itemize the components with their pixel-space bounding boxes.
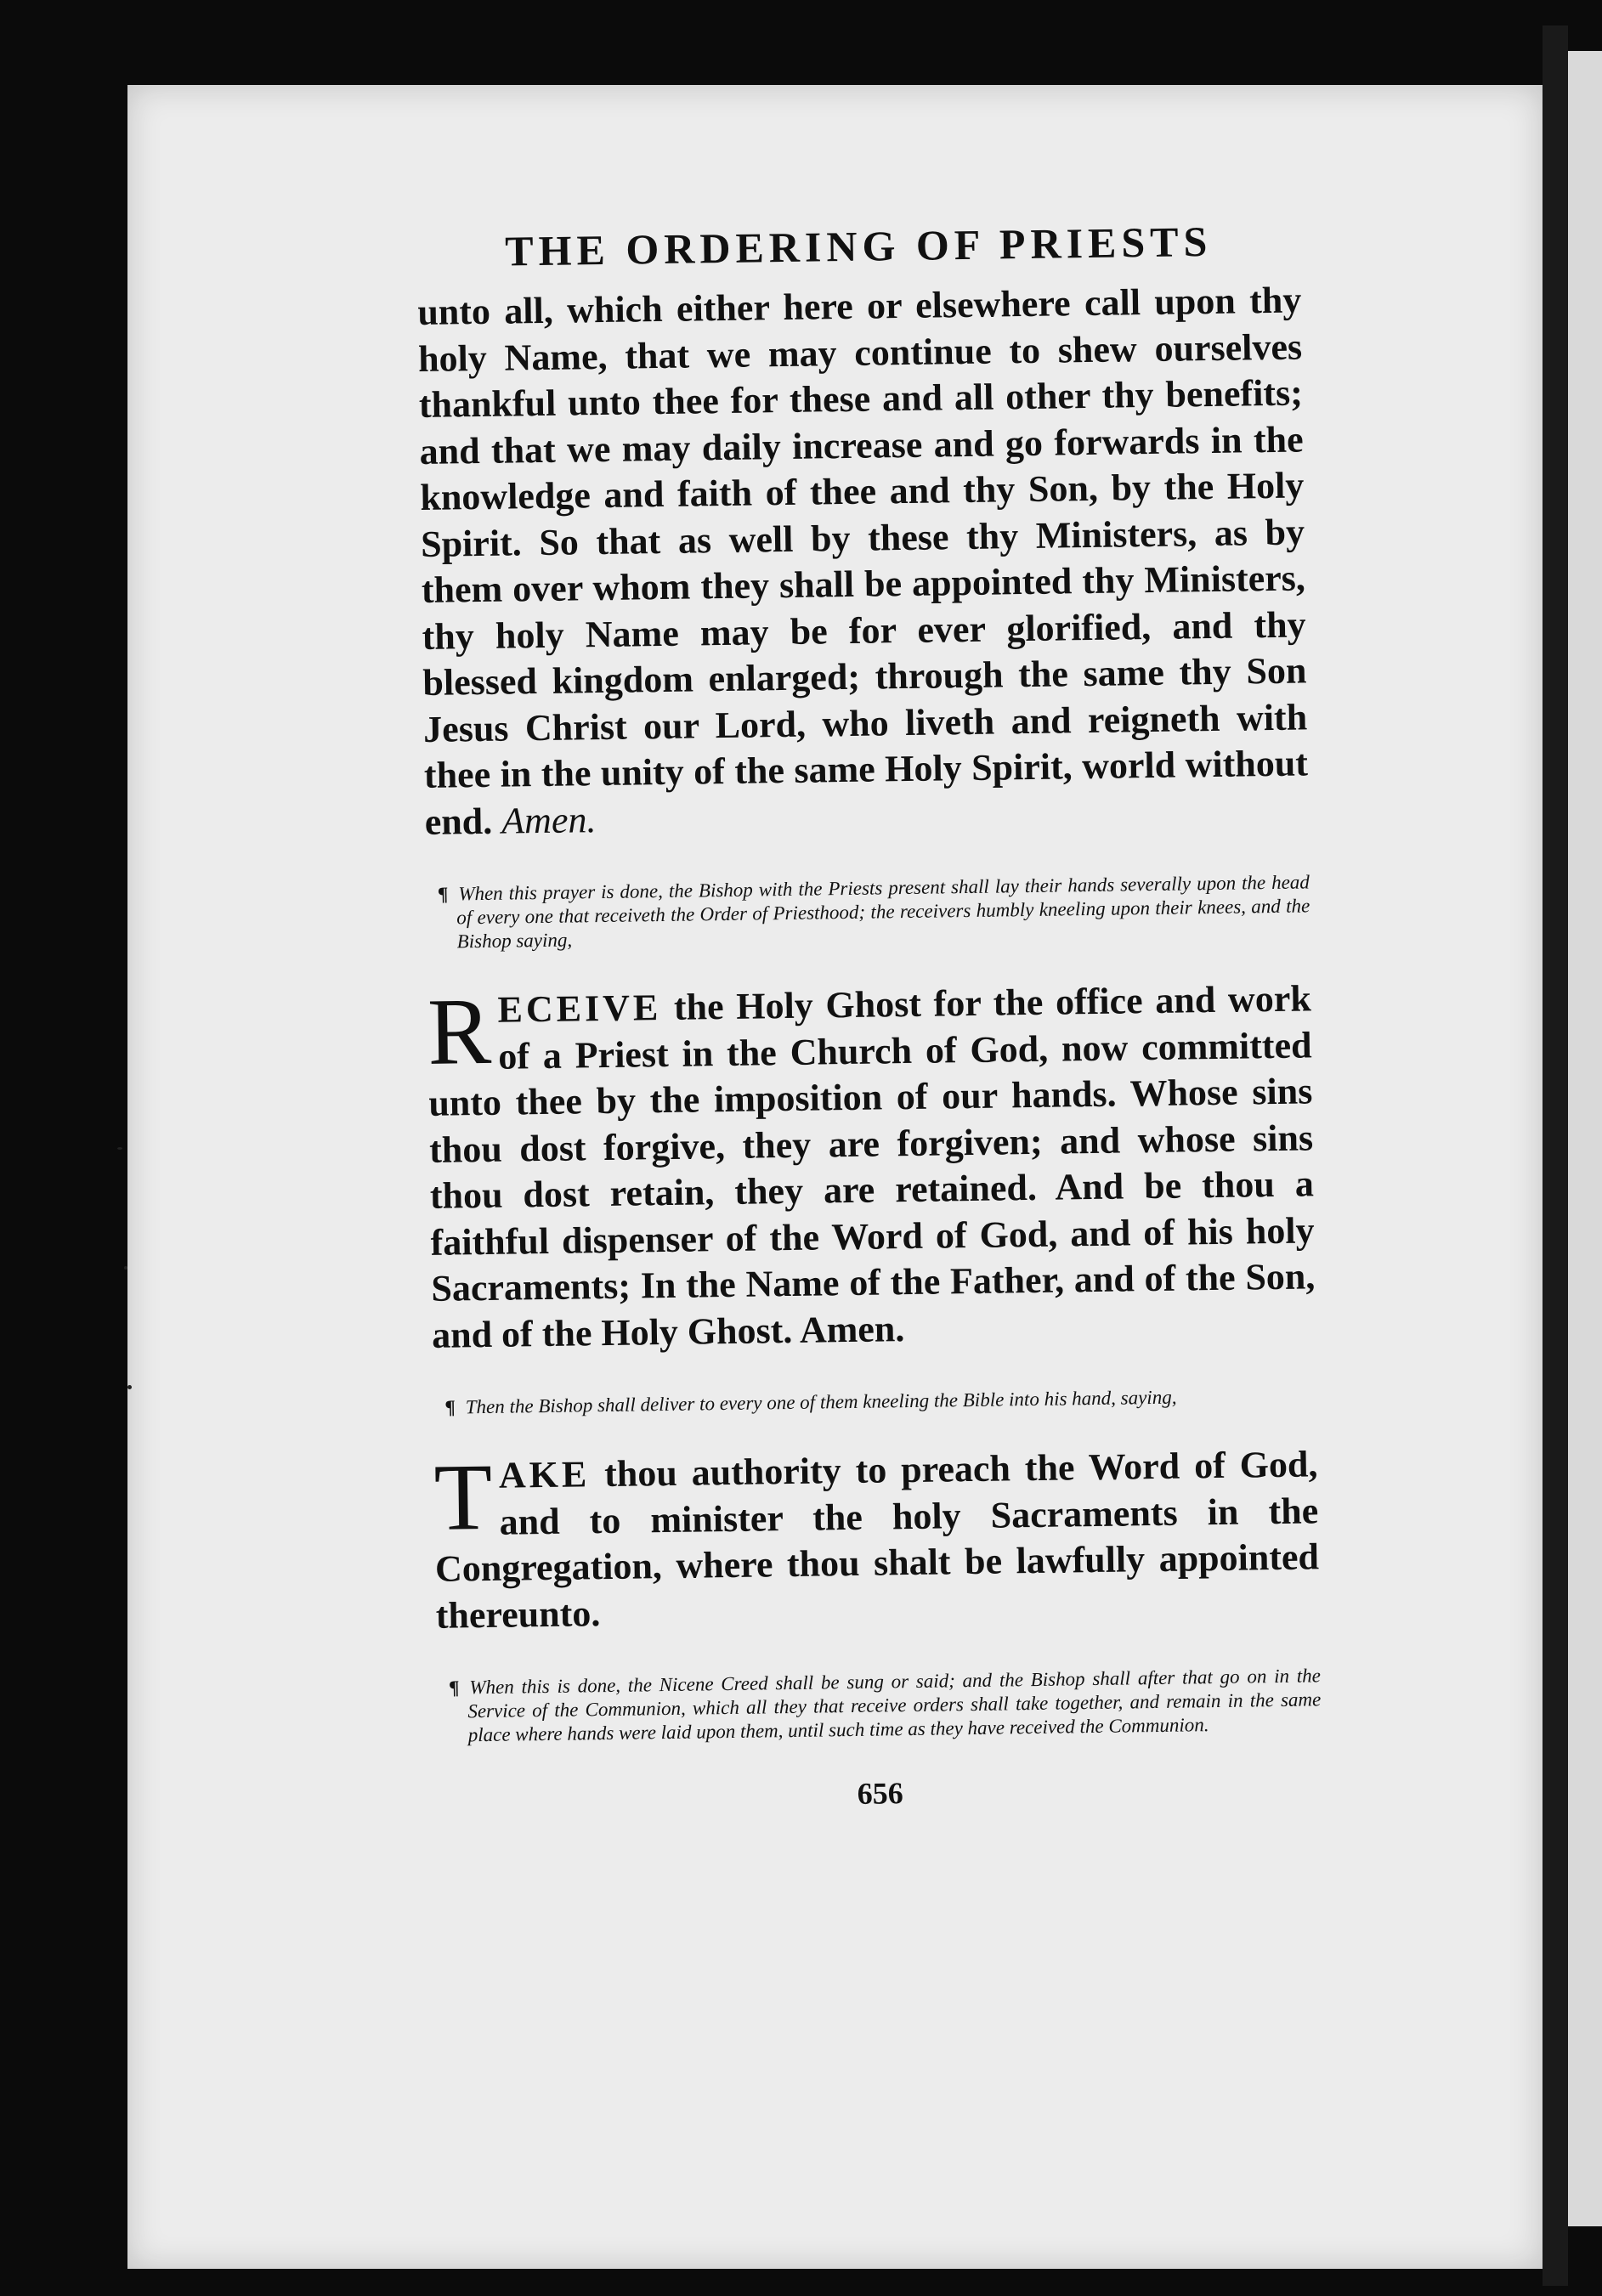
lead-word: AKE [498,1453,591,1496]
rubric-deliver-bible [433,1383,1316,1420]
speck [117,1147,122,1150]
rubric-laying-on-of-hands [426,870,1310,954]
take-authority-paragraph [433,1441,1320,1638]
pilcrow-icon: ¶ [444,1396,456,1418]
lead-word: ECEIVE [497,987,662,1031]
dropcap-t: T [433,1444,494,1551]
running-head: THE ORDERING OF PRIESTS [504,217,1213,275]
rubric-text: Then the Bishop shall deliver to every one of them kneeling the Bible into his hand, saying, [465,1386,1177,1418]
binding-shadow [1543,25,1568,2286]
receive-the-holy-ghost-paragraph [427,976,1316,1358]
rubric-text: When this is done, the Nicene Creed shall be sung or said; and the Bishop shall after that go on in the Service of the Communion, which all they that receive orders shall take together, and remain in the same place where hands were laid upon them, until such time as they have received the Communion. [467,1665,1322,1746]
rubric-nicene-creed [437,1664,1322,1748]
speck [124,1266,127,1270]
speck [127,1385,132,1389]
paragraph-text: the Holy Ghost for the office and work of a Priest in the Church of God, now committed unto thee by the imposition of our hands. Whose sins thou dost forgive, they are forgiven; and whose sins thou dost retain, they are retained. And be thou a faithful dispenser of the Word of God, and of his holy Sacraments; In the Name of the Father, and of the Son, and of the Holy Ghost. Amen. [428,977,1316,1356]
pilcrow-icon: ¶ [448,1677,460,1699]
scan-artifacts [102,1147,136,1402]
amen-italic: Amen. [501,798,597,842]
prayer-ending [417,277,1309,845]
pilcrow-icon: ¶ [437,883,449,905]
prayer-ending-text: unto all, which either here or elsewhere call upon thy holy Name, that we may continue to shew ourselves thankful unto thee for these and all other thy benefits; and that we may daily increase and go forwards in the knowledge and faith of thee and thy Son, by the Holy Spirit. So that as well by these thy Ministers, as by them over whom they shall be appointed thy Ministers, thy holy Name may be for ever glorified, and thy blessed kingdom enlarged; through the same thy Son Jesus Christ our Lord, who liveth and reigneth with thee in the unity of the same Holy Spirit, world without end. [417,279,1309,843]
page-content [416,217,1322,1817]
adjacent-page-edge [1568,51,1602,2226]
rubric-text: When this prayer is done, the Bishop with the Priests present shall lay their hands severally upon the head of every one that receiveth the Order of Priesthood; the receivers humbly kneeling upon their knees, and the Bishop saying, [456,871,1310,953]
page-number: 656 [857,1776,904,1811]
dropcap-r: R [427,978,492,1085]
paragraph-text: thou authority to preach the Word of God, and to minister the holy Sacraments in the Congregation, where thou shalt be lawfully appointed thereunto. [434,1443,1320,1637]
